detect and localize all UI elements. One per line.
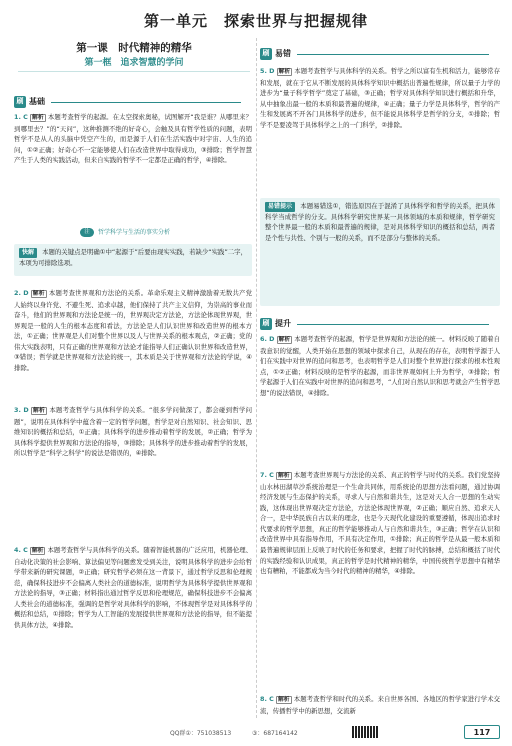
answer-5 bbox=[260, 66, 500, 130]
tip-row bbox=[80, 228, 170, 238]
section-improve-heading bbox=[260, 318, 489, 330]
answer-number: 8. C bbox=[260, 695, 274, 703]
callout-text: 本题易错选①，错选原因在于混淆了具体科学和哲学的关系，把具体科学当成哲学的分支。具体科学研究世界某一具体领域的本质和规律，哲学研究整个世界最一般的本质和最普遍的规律，是对具体科学知识的概括和总结，两者是个性与共性、个别与一般的关系，而不是部分与整体的关系。 bbox=[265, 202, 495, 243]
brush-icon: 刷 bbox=[14, 96, 26, 108]
brush-icon: 刷 bbox=[260, 318, 272, 330]
answer-text: 本题考查哲学的起源。在太空探索奥秘，试图解开“我是谁？从哪里来？到哪里去？”的“天问”，这种推测不绝的好奇心，会触及具有哲学性质的问题，表明哲学不是从人的头脑中凭空产生的，而是源于人们在生活实践中对宇宙、人生的追问，①②正确；好奇心不一定能够使人们在改造世界中取得成功，③排除；哲学智慧产生于人类的实践活动，但来自实践的哲学不一定都是正确的哲学，④排除。 bbox=[14, 113, 252, 165]
brush-icon: 刷 bbox=[260, 48, 272, 60]
section-confusing-heading bbox=[260, 48, 489, 60]
error-tip-tag: 易错提示 bbox=[265, 202, 295, 212]
analysis-tag: 解析 bbox=[278, 69, 291, 75]
qq-group-3: ③：687164142 bbox=[252, 730, 298, 737]
analysis-tag: 解析 bbox=[278, 337, 291, 343]
section-rule bbox=[51, 102, 241, 103]
answer-text: 本题考查哲学与具体科学的关系。哲学之所以富有生机和活力，能够常存和发展，就在于它从不断发展的具体科学知识中概括出普遍性规律，所以量子力学的进步为“量子科学哲学”奠定了基础，③正确；哲学对具体科学知识进行概括和升华，从中抽象出最一般的本质和最普遍的规律，④正确；量子力学是具体科学，哲学的产生和发展离不开各门具体科学的进步，但不能说具体科学是哲学的分支，①排除；哲学不是要凌驾于具体科学之上的一门科学，②排除。 bbox=[260, 67, 500, 129]
answer-2 bbox=[14, 288, 252, 374]
answer-text: 本题考查哲学的起源，哲学是世界观和方法论的统一。材料反映了随着自我意识的觉醒，人类开始在思想的领域中探求自己，从现在的存在，表明哲学源于人们在实践中对世界的追问和思考，也表明哲学是人们对整个世界进行探求的根本性观点，①②正确；材料反映的是哲学的起源，而非世界观如何上升为哲学，③排除；哲学起源于人们在实践中对世界的追问和思考，“人们对自然认识和思考就会产生哲学思想”的说法错误，④排除。 bbox=[260, 335, 500, 397]
quick-solve-callout bbox=[14, 244, 252, 276]
unit-title: 第一单元 探索世界与把握规律 bbox=[143, 12, 368, 30]
answer-number: 7. C bbox=[260, 471, 274, 479]
section-rule bbox=[297, 54, 489, 55]
answer-3 bbox=[14, 405, 252, 459]
callout-text: 本题的关键点是明确①中“起源于”后要由现实实践，若缺少“实践”二字，本项为可排除选项。 bbox=[19, 248, 247, 267]
answer-text: 本题考查世界观和方法论的关系。革命乐观主义精神激励着无数共产党人始终以身许党、不避生死、追求卓越，他们保持了共产主义信仰，为崇高的事业而奋斗，他们的世界观和方法论是统一的，世界观决定方法论，方法论体现世界观，世界观是一般的人生的根本态度和看法，方法论是人们认识世界和改造世界的根本方法，①正确；世界观是人们对整个世界以及人与世界关系的根本观点，②正确；党的伟大实践表明，只有正确的世界观和方法论才能指导人们正确认识世界和改造世界，③错误；哲学就是世界观和方法论的统一，其本质是关于世界观和方法论的学说，④排除。 bbox=[14, 289, 252, 372]
answer-6 bbox=[260, 334, 500, 398]
answer-number: 2. D bbox=[14, 289, 29, 297]
page-number: 117 bbox=[464, 725, 500, 739]
answer-number: 1. C bbox=[14, 113, 28, 121]
answer-text: 本题考查哲学和时代的关系。来自世界各国、各地区的哲学家进行学术交流，传播哲学中的新思想，交流新 bbox=[260, 695, 500, 715]
section-label: 易错 bbox=[275, 49, 291, 59]
tip-text: 哲学科学与生活的事实分析 bbox=[98, 229, 171, 236]
answer-4 bbox=[14, 545, 252, 631]
qq-group-1: QQ群①：751038513 bbox=[170, 730, 232, 737]
error-tip-callout bbox=[260, 198, 500, 306]
column-divider bbox=[256, 38, 257, 718]
answer-8 bbox=[260, 694, 500, 716]
page-footer bbox=[0, 722, 512, 742]
analysis-tag: 解析 bbox=[31, 548, 44, 554]
answer-text: 本题考查哲学与具体科学的关系。“很多学问做深了，都会碰到哲学问题”，说明在具体科学中蕴含着一定的哲学问题，哲学是对自然知识、社会知识、思维知识的概括和总结，①正确；具体科学的进步推动着哲学的发展，②正确；哲学为具体科学提供世界观和方法论的指导，③排除；具体科学的进步推动着哲学的发展，所以哲学是“科学之科学”的说法是错误的，④排除。 bbox=[14, 406, 252, 458]
note-icon: 注 bbox=[80, 228, 94, 237]
frame-title: 第一框 追求智慧的学问 bbox=[18, 55, 250, 72]
analysis-tag: 解析 bbox=[32, 408, 46, 414]
analysis-tag: 解析 bbox=[32, 291, 45, 297]
answer-number: 4. C bbox=[14, 546, 28, 554]
answer-1 bbox=[14, 112, 252, 166]
section-rule bbox=[297, 324, 489, 325]
analysis-tag: 解析 bbox=[277, 473, 290, 479]
section-basic-heading bbox=[14, 96, 241, 108]
answer-number: 6. D bbox=[260, 335, 275, 343]
analysis-tag: 解析 bbox=[32, 115, 44, 121]
answer-number: 5. D bbox=[260, 67, 275, 75]
answer-number: 3. D bbox=[14, 406, 29, 414]
section-label: 基础 bbox=[29, 97, 45, 107]
lesson-title: 第一课 时代精神的精华 bbox=[76, 42, 192, 54]
answer-7 bbox=[260, 470, 500, 577]
analysis-tag: 解析 bbox=[277, 697, 290, 703]
qr-code-icon bbox=[352, 726, 378, 738]
answer-text: 本题考查世界观与方法论的关系、真正的哲学与时代的关系。我们党坚持山水林田湖草沙系统治理是一个生命共同体，用系统论的思想方法看问题，通过协调经济发展与生态保护的关系，寻求人与自然和谐共生，这是对天人合一思想的生动实践，这体现出世界观决定方法论，方法论体现世界观，②正确；顺应自然、追求天人合一，是中华民族自古以来的理念，也是今天现代化建设的重要遵循，体现出追求时代要求的哲学思想，真正的哲学能够推动人与自然和谐共生，③正确；哲学在认识和改造世界中具有指导作用，不具有决定作用，①排除；真正的哲学是从最一般本质和最普遍规律层面上反映了时代的任务和要求，把握了时代的脉搏，总结和概括了时代的实践经验和认识成果，真正的哲学是时代精神的精华，中国传统哲学思想中有精华也有糟粕，不能都成为当今时代的精神的精华，④排除。 bbox=[260, 471, 500, 576]
quick-solve-tag: 快解 bbox=[19, 248, 37, 258]
section-label: 提升 bbox=[275, 319, 291, 329]
answer-text: 本题考查哲学与具体科学的关系。随着智能机器的广泛应用，机器伦理、自动化决策的社会影响、算法偏见等问题愈发受到关注，说明具体科学的进步会给哲学带来新的研究课题，②正确；研究哲学必须在这一背景下，通过哲学反思和伦理规范，确保科技进步不会偏离人类社会的道德标准，说明哲学为具体科学提供世界观和方法论的指导，③正确；材料指出通过哲学反思和伦理规范，确保科技进步不会偏离人类社会的道德标准，强调的是哲学对具体科学的影响，不体现哲学是对具体科学的概括和总结，①排除；哲学为人工智能的发展提供世界观和方法论的指导，但不能提供具体方法，④排除。 bbox=[14, 546, 252, 629]
